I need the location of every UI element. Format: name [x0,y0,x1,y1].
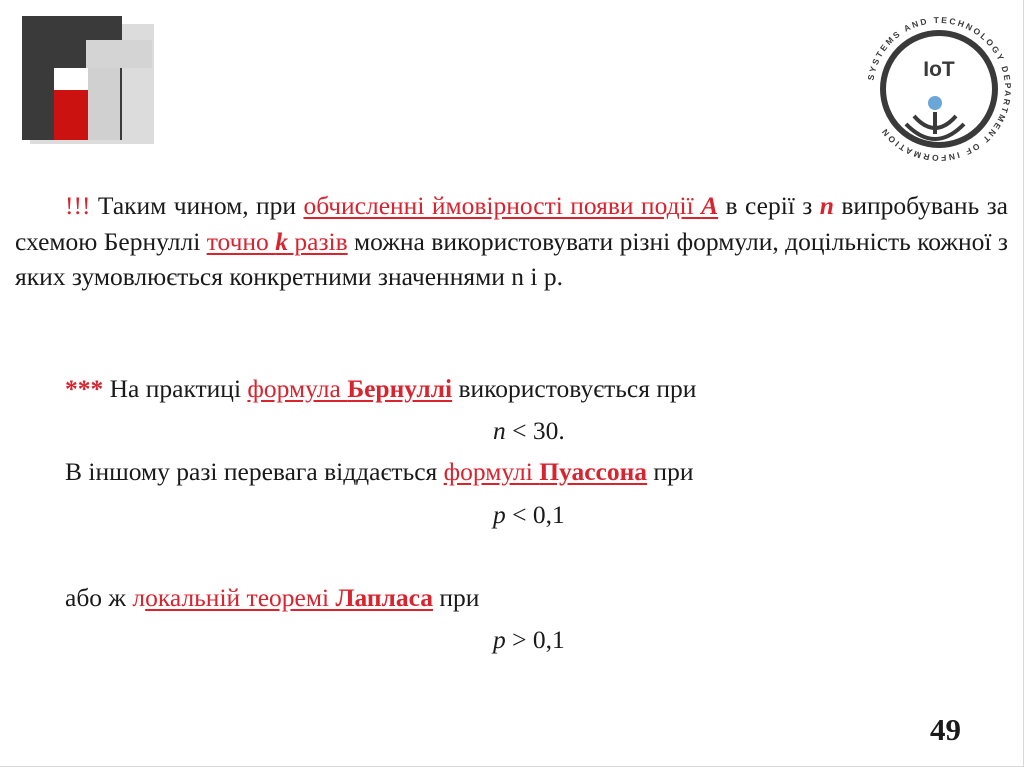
seal-center-text: IoT [923,58,955,81]
highlight-probability-event: обчисленні ймовірності появи події A [303,191,719,220]
condition-p-lt-01: p < 0,1 [493,500,565,529]
iot-department-seal [856,6,1022,172]
text: в серії з [718,191,820,220]
svg-text:SYSTEMS AND TECHNOLOGY DEPARTM [866,15,1014,163]
highlight-laplace-theorem: окальній теоремі Лапласа [145,583,433,612]
condition-n-lt-30: n < 30. [493,416,565,445]
exclamation-marker: !!! [65,191,91,220]
condition-p-gt-01: p > 0,1 [493,625,565,654]
page-number: 49 [930,712,961,747]
paragraph-laplace: або ж локальній теоремі Лапласа при [65,583,480,612]
ft-logo [22,16,154,144]
highlight-bernoulli-formula: формула Бернуллі [247,374,453,403]
paragraph-bernoulli: *** На практиці формула Бернуллі використовується при [65,374,697,403]
variable-n: n [819,191,834,220]
text: випробувань за схемою Бернуллі [15,191,1008,256]
stars-marker: *** [65,374,104,403]
text: можна використовувати різні формули, доцільність кожної з яких зумовлюється конкретними значеннями n і p. [15,226,1008,291]
seal-ring-text: SYSTEMS AND TECHNOLOGY DEPARTMENT OF INFORMATION [865,14,1014,164]
highlight-poisson-formula: формулі Пуассона [443,457,648,486]
paragraph-summary [15,188,1008,295]
text: Таким чином, при [90,191,304,220]
highlight-exactly-k-times: точно k разів [206,226,348,256]
paragraph-poisson: В іншому разі перевага віддається формулі Пуассона при [65,457,694,486]
